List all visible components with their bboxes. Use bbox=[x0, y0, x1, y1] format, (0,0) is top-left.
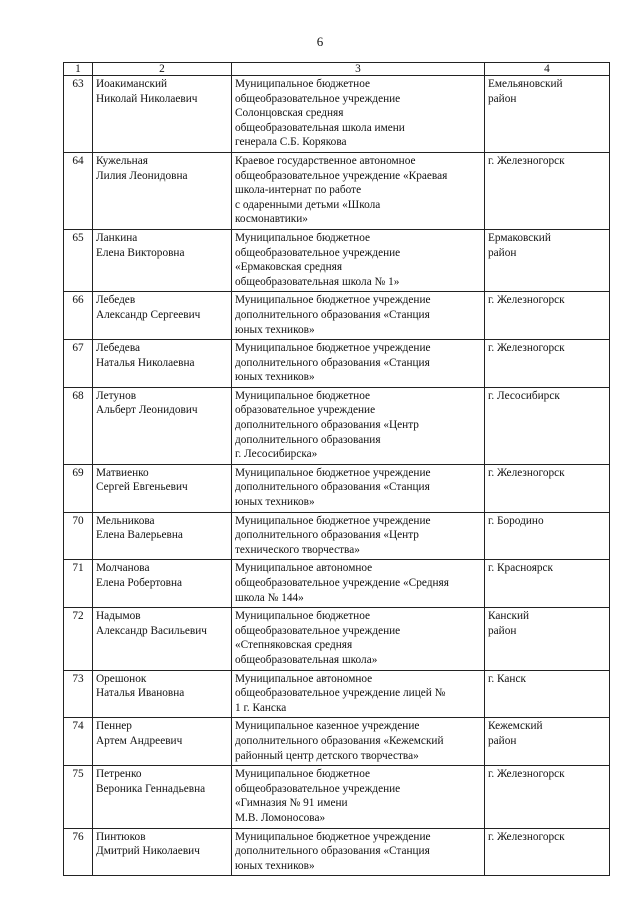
row-number-cell: 70 bbox=[64, 512, 93, 560]
location-cell: г. Бородино bbox=[485, 512, 610, 560]
location-cell: г. Красноярск bbox=[485, 560, 610, 608]
table-row bbox=[64, 152, 610, 229]
organization-cell: Муниципальное бюджетное общеобразовательное учреждение «Гимназия № 91 имени М.В. Ломоносова» bbox=[232, 766, 485, 828]
organization-cell: Муниципальное автономное общеобразовательное учреждение лицей № 1 г. Канска bbox=[232, 670, 485, 718]
table-row bbox=[64, 340, 610, 388]
row-number-cell: 66 bbox=[64, 292, 93, 340]
person-name-cell: Иоакиманский Николай Николаевич bbox=[93, 76, 232, 153]
table-row bbox=[64, 670, 610, 718]
location-cell: Ермаковский район bbox=[485, 229, 610, 291]
person-name-cell: Мельникова Елена Валерьевна bbox=[93, 512, 232, 560]
row-number-cell: 64 bbox=[64, 152, 93, 229]
participants-table bbox=[63, 62, 610, 876]
table-row bbox=[64, 76, 610, 153]
person-name-cell: Ланкина Елена Викторовна bbox=[93, 229, 232, 291]
row-number-cell: 63 bbox=[64, 76, 93, 153]
person-name-cell: Пеннер Артем Андреевич bbox=[93, 718, 232, 766]
row-number-cell: 76 bbox=[64, 828, 93, 876]
location-cell: г. Железногорск bbox=[485, 766, 610, 828]
location-cell: г. Железногорск bbox=[485, 828, 610, 876]
row-number-cell: 67 bbox=[64, 340, 93, 388]
header-row bbox=[64, 63, 610, 76]
organization-cell: Муниципальное бюджетное учреждение дополнительного образования «Центр технического творчества» bbox=[232, 512, 485, 560]
location-cell: Кежемский район bbox=[485, 718, 610, 766]
table-row bbox=[64, 464, 610, 512]
person-name-cell: Надымов Александр Васильевич bbox=[93, 608, 232, 670]
location-cell: г. Железногорск bbox=[485, 292, 610, 340]
column-header-1: 1 bbox=[64, 63, 93, 76]
row-number-cell: 74 bbox=[64, 718, 93, 766]
person-name-cell: Матвиенко Сергей Евгеньевич bbox=[93, 464, 232, 512]
organization-cell: Муниципальное бюджетное учреждение дополнительного образования «Станция юных техников» bbox=[232, 464, 485, 512]
organization-cell: Муниципальное бюджетное общеобразовательное учреждение «Ермаковская средняя общеобразовательная школа № 1» bbox=[232, 229, 485, 291]
location-cell: г. Лесосибирск bbox=[485, 387, 610, 464]
table-row bbox=[64, 766, 610, 828]
organization-cell: Муниципальное бюджетное учреждение дополнительного образования «Станция юных техников» bbox=[232, 340, 485, 388]
organization-cell: Краевое государственное автономное общеобразовательное учреждение «Краевая школа-интернат по работе с одаренными детьми «Школа космонавтики» bbox=[232, 152, 485, 229]
location-cell: Емельяновский район bbox=[485, 76, 610, 153]
table-body bbox=[64, 76, 610, 876]
location-cell: г. Железногорск bbox=[485, 340, 610, 388]
table-row bbox=[64, 608, 610, 670]
person-name-cell: Молчанова Елена Робертовна bbox=[93, 560, 232, 608]
person-name-cell: Орешонок Наталья Ивановна bbox=[93, 670, 232, 718]
person-name-cell: Кужельная Лилия Леонидовна bbox=[93, 152, 232, 229]
row-number-cell: 73 bbox=[64, 670, 93, 718]
person-name-cell: Лебедева Наталья Николаевна bbox=[93, 340, 232, 388]
row-number-cell: 72 bbox=[64, 608, 93, 670]
organization-cell: Муниципальное бюджетное общеобразовательное учреждение Солонцовская средняя общеобразовательная школа имени генерала С.Б. Корякова bbox=[232, 76, 485, 153]
row-number-cell: 69 bbox=[64, 464, 93, 512]
organization-cell: Муниципальное бюджетное образовательное учреждение дополнительного образования «Центр дополнительного образования г. Лесосибирска» bbox=[232, 387, 485, 464]
organization-cell: Муниципальное бюджетное учреждение дополнительного образования «Станция юных техников» bbox=[232, 292, 485, 340]
organization-cell: Муниципальное бюджетное учреждение дополнительного образования «Станция юных техников» bbox=[232, 828, 485, 876]
person-name-cell: Лебедев Александр Сергеевич bbox=[93, 292, 232, 340]
row-number-cell: 68 bbox=[64, 387, 93, 464]
column-header-2: 2 bbox=[93, 63, 232, 76]
person-name-cell: Летунов Альберт Леонидович bbox=[93, 387, 232, 464]
page-number: 6 bbox=[316, 34, 324, 49]
column-header-4: 4 bbox=[485, 63, 610, 76]
location-cell: Канский район bbox=[485, 608, 610, 670]
table-row bbox=[64, 387, 610, 464]
table-row bbox=[64, 828, 610, 876]
location-cell: г. Железногорск bbox=[485, 464, 610, 512]
row-number-cell: 75 bbox=[64, 766, 93, 828]
location-cell: г. Канск bbox=[485, 670, 610, 718]
organization-cell: Муниципальное автономное общеобразовательное учреждение «Средняя школа № 144» bbox=[232, 560, 485, 608]
column-header-3: 3 bbox=[232, 63, 485, 76]
table-row bbox=[64, 560, 610, 608]
row-number-cell: 71 bbox=[64, 560, 93, 608]
row-number-cell: 65 bbox=[64, 229, 93, 291]
organization-cell: Муниципальное казенное учреждение дополнительного образования «Кежемский районный центр детского творчества» bbox=[232, 718, 485, 766]
location-cell: г. Железногорск bbox=[485, 152, 610, 229]
person-name-cell: Петренко Вероника Геннадьевна bbox=[93, 766, 232, 828]
table-row bbox=[64, 718, 610, 766]
table-row bbox=[64, 229, 610, 291]
table-row bbox=[64, 512, 610, 560]
organization-cell: Муниципальное бюджетное общеобразовательное учреждение «Степняковская средняя общеобразовательная школа» bbox=[232, 608, 485, 670]
person-name-cell: Пинтюков Дмитрий Николаевич bbox=[93, 828, 232, 876]
table-row bbox=[64, 292, 610, 340]
